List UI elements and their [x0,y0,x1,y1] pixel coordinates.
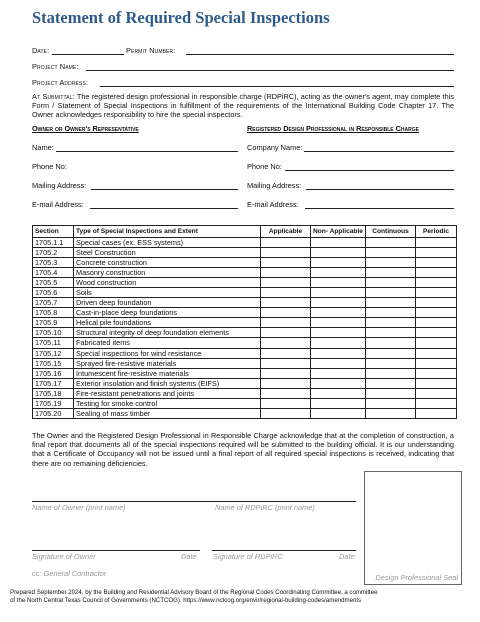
non-applicable-cell[interactable] [311,308,366,318]
non-applicable-cell[interactable] [311,238,366,248]
rdp-heading: Registered Design Professional in Responsible Charge [247,124,419,133]
section-cell: 1705.17 [33,378,74,388]
continuous-cell[interactable] [366,238,416,248]
applicable-cell[interactable] [261,348,311,358]
owner-date-label: Date [181,552,197,561]
inspection-type-cell: Wood construction [74,278,261,288]
periodic-cell[interactable] [416,298,457,308]
inspection-type-cell: Helical pile foundations [74,318,261,328]
acknowledgment-paragraph: The Owner and the Registered Design Professional in Responsible Charge acknowledge that at the completion of construction, a final report that documents all of the special inspections required will be submitted to the building official. It is our understanding that a Certificate of Occupancy will not be issued until a final report of all required special inspections is received, indicating that there are no remaining deficiencies. [32,431,454,468]
inspection-type-cell: Concrete construction [74,258,261,268]
footer [10,589,378,605]
continuous-cell[interactable] [366,408,416,418]
periodic-cell[interactable] [416,258,457,268]
section-cell: 1705.10 [33,328,74,338]
non-applicable-cell[interactable] [311,338,366,348]
periodic-cell[interactable] [416,368,457,378]
section-cell: 1705.18 [33,388,74,398]
footer-line-2: of the North Central Texas Council of Governments (NCTCOG). https://www.nctcog.org/envir/regional-building-codes/amendments [10,597,362,604]
section-cell: 1705.5 [33,278,74,288]
owner-name-label: Name: [32,143,54,152]
applicable-cell[interactable] [261,368,311,378]
continuous-cell[interactable] [366,248,416,258]
continuous-cell[interactable] [366,398,416,408]
owner-print-name-label: Name of Owner (print name) [32,503,126,512]
table-row [33,378,457,388]
seal-label: Design Professional Seal [375,573,458,582]
table-row [33,248,457,258]
table-row [33,328,457,338]
inspection-type-cell: Special inspections for wind resistance [74,348,261,358]
non-applicable-cell[interactable] [311,288,366,298]
rdp-name-line[interactable] [212,501,356,502]
section-cell: 1705.6 [33,288,74,298]
continuous-cell[interactable] [366,358,416,368]
inspection-type-cell: Soils [74,288,261,298]
table-row [33,278,457,288]
periodic-cell[interactable] [416,388,457,398]
rdp-signature-line[interactable] [212,550,356,551]
periodic-cell[interactable] [416,308,457,318]
rdp-phone-field[interactable] [285,170,454,171]
date-label: Date: [32,46,50,55]
section-cell: 1705.4 [33,268,74,278]
section-cell: 1705.1.1 [33,238,74,248]
inspection-type-cell: Masonry construction [74,268,261,278]
owner-signature-line[interactable] [32,550,200,551]
applicable-cell[interactable] [261,258,311,268]
non-applicable-cell[interactable] [311,248,366,258]
applicable-cell[interactable] [261,238,311,248]
owner-name-line[interactable] [32,501,225,502]
inspection-type-cell: Steel Construction [74,248,261,258]
rdp-email-field[interactable] [305,208,454,209]
applicable-cell[interactable] [261,288,311,298]
non-applicable-cell[interactable] [311,358,366,368]
continuous-cell[interactable] [366,288,416,298]
rdp-signature-label: Signature of RDPiRC [213,552,283,561]
continuous-cell[interactable] [366,318,416,328]
non-applicable-cell[interactable] [311,328,366,338]
header-type: Type of Special Inspections and Extent [74,226,261,238]
continuous-cell[interactable] [366,298,416,308]
owner-email-label: E-mail Address: [32,200,84,209]
applicable-cell[interactable] [261,378,311,388]
section-cell: 1705.2 [33,248,74,258]
table-row [33,408,457,418]
header-applicable: Applicable [261,226,311,238]
section-cell: 1705.3 [33,258,74,268]
applicable-cell[interactable] [261,268,311,278]
rdp-print-name-label: Name of RDPiRC (print name) [215,503,315,512]
inspection-type-cell: Sprayed fire-resistive materials [74,358,261,368]
non-applicable-cell[interactable] [311,398,366,408]
continuous-cell[interactable] [366,328,416,338]
applicable-cell[interactable] [261,338,311,348]
header-section: Section [33,226,74,238]
section-cell: 1705.11 [33,338,74,348]
permit-number-field[interactable] [186,54,454,55]
continuous-cell[interactable] [366,278,416,288]
project-address-field[interactable] [100,86,454,87]
applicable-cell[interactable] [261,248,311,258]
applicable-cell[interactable] [261,398,311,408]
section-cell: 1705.12 [33,348,74,358]
section-cell: 1705.16 [33,368,74,378]
non-applicable-cell[interactable] [311,378,366,388]
applicable-cell[interactable] [261,308,311,318]
applicable-cell[interactable] [261,328,311,338]
continuous-cell[interactable] [366,338,416,348]
inspection-type-cell: Special cases (ex. ESS systems) [74,238,261,248]
continuous-cell[interactable] [366,268,416,278]
rdp-mailing-field[interactable] [306,189,454,190]
periodic-cell[interactable] [416,268,457,278]
section-cell: 1705.20 [33,408,74,418]
inspection-type-cell: Driven deep foundation [74,298,261,308]
inspection-type-cell: Intumescent fire-resistive materials [74,368,261,378]
section-cell: 1705.8 [33,308,74,318]
table-row [33,388,457,398]
inspection-type-cell: Testing for smoke control [74,398,261,408]
design-professional-seal-box [364,471,462,585]
table-header-row [33,226,457,238]
project-address-label: Project Address: [32,78,88,87]
date-field[interactable] [52,54,124,55]
periodic-cell[interactable] [416,278,457,288]
non-applicable-cell[interactable] [311,268,366,278]
inspection-type-cell: Fire-resistant penetrations and joints [74,388,261,398]
owner-heading: Owner or Owner's Representative [32,124,139,133]
applicable-cell[interactable] [261,388,311,398]
header-continuous: Continuous [366,226,416,238]
applicable-cell[interactable] [261,358,311,368]
non-applicable-cell[interactable] [311,278,366,288]
project-name-field[interactable] [86,70,454,71]
footer-line-1: Prepared September 2024, by the Building and Residential Advisory Board of the Regional Codes Coordinating Committee, a committee [10,589,378,596]
table-row [33,238,457,248]
section-cell: 1705.19 [33,398,74,408]
submittal-paragraph [32,92,454,120]
inspections-table [32,225,457,419]
non-applicable-cell[interactable] [311,258,366,268]
inspection-type-cell: Exterior insulation and finish systems (EIFS) [74,378,261,388]
table-row [33,318,457,328]
owner-mailing-field[interactable] [91,189,238,190]
non-applicable-cell[interactable] [311,298,366,308]
applicable-cell[interactable] [261,408,311,418]
continuous-cell[interactable] [366,388,416,398]
applicable-cell[interactable] [261,318,311,328]
periodic-cell[interactable] [416,288,457,298]
table-row [33,358,457,368]
header-non-applicable: Non- Applicable [311,226,366,238]
rdp-company-label: Company Name: [247,143,303,152]
owner-email-field[interactable] [90,208,238,209]
page-title: Statement of Required Special Inspections [32,8,330,27]
periodic-cell[interactable] [416,358,457,368]
owner-name-field[interactable] [56,151,238,152]
inspection-type-cell: Cast-in-place deep foundations [74,308,261,318]
owner-signature-label: Signature of Owner [32,552,96,561]
periodic-cell[interactable] [416,378,457,388]
periodic-cell[interactable] [416,338,457,348]
header-periodic: Periodic [416,226,457,238]
non-applicable-cell[interactable] [311,318,366,328]
submittal-lead: At Submittal: [32,92,75,101]
table-row [33,348,457,358]
continuous-cell[interactable] [366,348,416,358]
applicable-cell[interactable] [261,298,311,308]
applicable-cell[interactable] [261,278,311,288]
table-row [33,308,457,318]
non-applicable-cell[interactable] [311,388,366,398]
table-row [33,398,457,408]
owner-phone-label: Phone No: [32,162,67,171]
periodic-cell[interactable] [416,398,457,408]
periodic-cell[interactable] [416,328,457,338]
section-cell: 1705.7 [33,298,74,308]
permit-number-label: Permit Number: [126,46,176,55]
table-row [33,298,457,308]
table-row [33,368,457,378]
periodic-cell[interactable] [416,348,457,358]
table-row [33,288,457,298]
table-row [33,338,457,348]
inspection-type-cell: Structural integrity of deep foundation elements [74,328,261,338]
continuous-cell[interactable] [366,258,416,268]
continuous-cell[interactable] [366,308,416,318]
non-applicable-cell[interactable] [311,408,366,418]
continuous-cell[interactable] [366,378,416,388]
periodic-cell[interactable] [416,238,457,248]
table-row [33,268,457,278]
periodic-cell[interactable] [416,318,457,328]
cc-general-contractor: cc: General Contractor [32,569,107,578]
section-cell: 1705.15 [33,358,74,368]
periodic-cell[interactable] [416,248,457,258]
inspection-type-cell: Fabricated items [74,338,261,348]
rdp-email-label: E-mail Address: [247,200,299,209]
non-applicable-cell[interactable] [311,348,366,358]
continuous-cell[interactable] [366,368,416,378]
rdp-date-label: Date [339,552,355,561]
inspection-type-cell: Sealing of mass timber [74,408,261,418]
periodic-cell[interactable] [416,408,457,418]
submittal-text: The registered design professional in responsible charge (RDPiRC), acting as the owner's agent, may complete this Form / Statement of Special Inspections in fulfillment of the requirements of the International Building Code Chapter 17. The Owner acknowledges responsibility to hire the special inspectors. [32,92,454,120]
section-cell: 1705.9 [33,318,74,328]
owner-mailing-label: Mailing Address: [32,181,87,190]
rdp-phone-label: Phone No: [247,162,282,171]
rdp-company-field[interactable] [304,151,454,152]
project-name-label: Project Name: [32,62,79,71]
rdp-mailing-label: Mailing Address: [247,181,302,190]
table-row [33,258,457,268]
non-applicable-cell[interactable] [311,368,366,378]
